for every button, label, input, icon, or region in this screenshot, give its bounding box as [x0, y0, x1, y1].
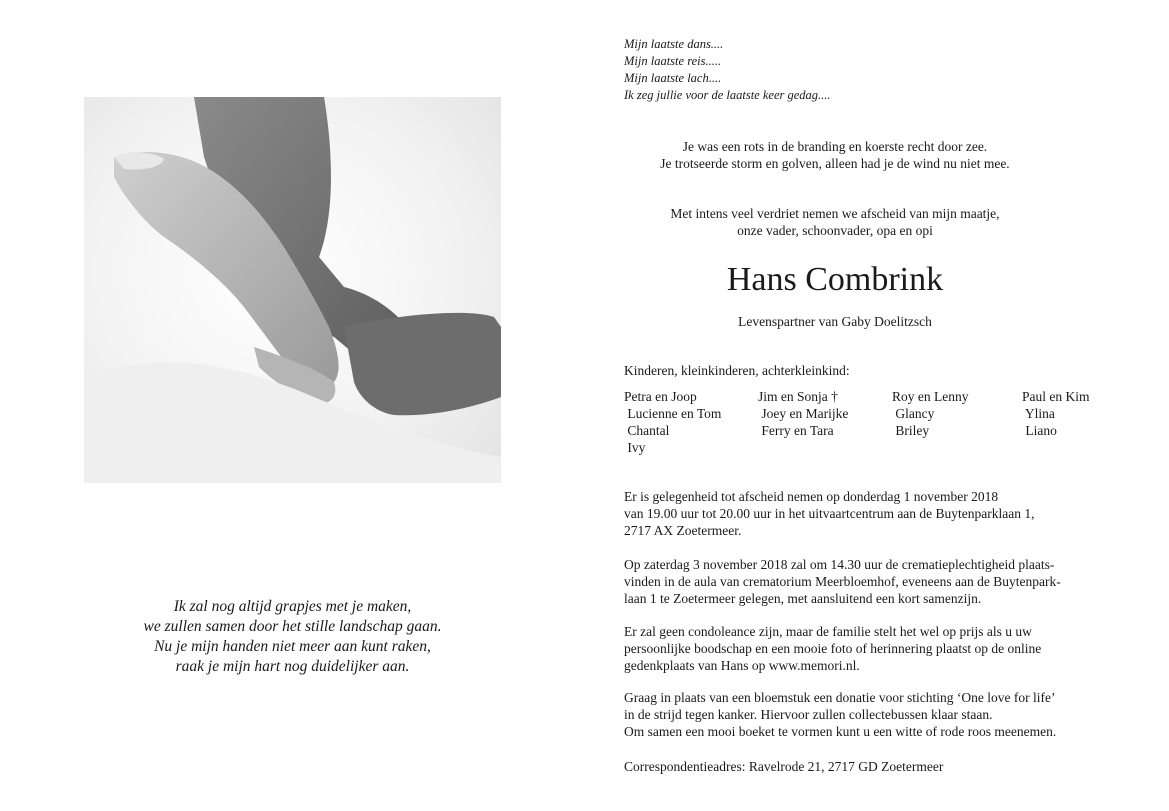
poem-left-line: we zullen samen door het stille landschap gaan. [143, 618, 442, 635]
condolence-paragraph [624, 623, 1134, 674]
family-member: Ivy [624, 440, 646, 455]
poem-top-line: Mijn laatste reis..... [624, 54, 722, 68]
correspondence-address [624, 758, 1134, 775]
family-member: Paul en Kim [1022, 389, 1090, 404]
paragraph-line: in de strijd tegen kanker. Hiervoor zullen collectebussen klaar staan. [624, 707, 993, 722]
family-member: Chantal [624, 423, 670, 438]
poem-left-line: Nu je mijn handen niet meer aan kunt raken, [154, 638, 431, 655]
poem-top-line: Mijn laatste lach.... [624, 71, 722, 85]
partner-line: Levenspartner van Gaby Doelitzsch [738, 314, 932, 329]
paragraph-line: 2717 AX Zoetermeer. [624, 523, 742, 538]
family-member: Roy en Lenny [892, 389, 969, 404]
family-column-2 [758, 388, 848, 439]
poem-top [624, 36, 831, 104]
paragraph-line: Graag in plaats van een bloemstuk een donatie voor stichting ‘One love for life’ [624, 690, 1056, 705]
family-column-3 [892, 388, 969, 439]
verse-line: Je was een rots in de branding en koerste recht door zee. [682, 139, 988, 154]
family-member: Jim en Sonja † [758, 389, 838, 404]
cremation-paragraph [624, 556, 1134, 607]
holding-hands-photo [84, 97, 501, 483]
paragraph-line: Er zal geen condoleance zijn, maar de familie stelt het wel op prijs als u uw [624, 624, 1032, 639]
family-member: Lucienne en Tom [624, 406, 722, 421]
farewell-paragraph [624, 488, 1134, 539]
verse-line: Je trotseerde storm en golven, alleen had je de wind nu niet mee. [660, 156, 1010, 171]
intro-line: Met intens veel verdriet nemen we afscheid van mijn maatje, [670, 206, 1000, 221]
family-column-4 [1022, 388, 1090, 439]
paragraph-line: Op zaterdag 3 november 2018 zal om 14.30 uur de crematieplechtigheid plaats- [624, 557, 1055, 572]
deceased-name: Hans Combrink [726, 261, 944, 298]
poem-left-line: raak je mijn hart nog duidelijker aan. [175, 658, 410, 675]
intro-line: onze vader, schoonvader, opa en opi [737, 223, 933, 238]
paragraph-line: Correspondentieadres: Ravelrode 21, 2717 GD Zoetermeer [624, 759, 944, 774]
family-member: Petra en Joop [624, 389, 697, 404]
poem-left-line: Ik zal nog altijd grapjes met je maken, [173, 598, 412, 615]
poem-top-line: Mijn laatste dans.... [624, 37, 724, 51]
intro-text [624, 205, 1046, 239]
paragraph-line: Er is gelegenheid tot afscheid nemen op donderdag 1 november 2018 [624, 489, 999, 504]
paragraph-line: Om samen een mooi boeket te vormen kunt u een witte of rode roos meenemen. [624, 724, 1057, 739]
verse [624, 138, 1046, 172]
family-member: Briley [892, 423, 930, 438]
family-member: Glancy [892, 406, 935, 421]
holding-hands-illustration [84, 97, 501, 483]
paragraph-line: van 19.00 uur tot 20.00 uur in het uitvaartcentrum aan de Buytenparklaan 1, [624, 506, 1035, 521]
family-member: Joey en Marijke [758, 406, 849, 421]
poem-left [84, 597, 501, 677]
family-member: Ylina [1022, 406, 1055, 421]
paragraph-line: persoonlijke boodschap en een mooie foto of herinnering plaatst op de online [624, 641, 1042, 656]
paragraph-line: laan 1 te Zoetermeer gelegen, met aansluitend een kort samenzijn. [624, 591, 982, 606]
paragraph-line: gedenkplaats van Hans op www.memori.nl. [624, 658, 860, 673]
family-column-1 [624, 388, 721, 456]
family-member: Liano [1022, 423, 1057, 438]
paragraph-line: vinden in de aula van crematorium Meerbloemhof, eveneens aan de Buytenpark- [624, 574, 1061, 589]
children-title: Kinderen, kleinkinderen, achterkleinkind: [624, 363, 850, 378]
poem-top-line: Ik zeg jullie voor de laatste keer gedag.... [624, 88, 831, 102]
donation-paragraph [624, 689, 1134, 740]
family-member: Ferry en Tara [758, 423, 834, 438]
